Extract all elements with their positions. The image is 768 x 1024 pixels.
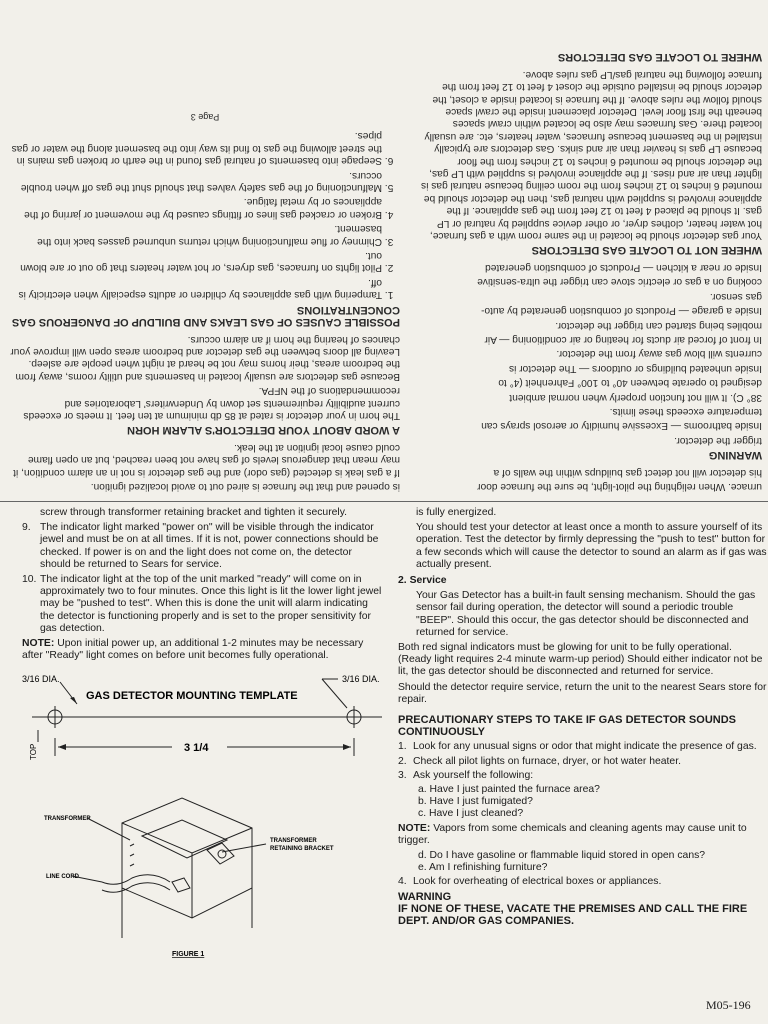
- item-number: 9.: [22, 522, 31, 534]
- causes-list: [10, 129, 400, 300]
- paragraph: You should test your detector at least once a month to assure yourself of its operation. Test the detector by firmly depressing the "push to test" button for a few seconds which will cause the detector to sound an alarm as if gas was actually present.: [416, 522, 767, 570]
- service-label: Service: [409, 575, 447, 587]
- step-item: [398, 741, 768, 753]
- note: [398, 823, 768, 847]
- paragraph: Inside or near a kitchen — Products of combustion generated: [485, 261, 762, 273]
- item-text: The indicator light at the top of the unit marked "ready" will come on in approximately two to four minutes. Once this light is lit the lower light jewel may be "pushed to test". When this is done the unit will alarm indicating the detector is functioning properly and is set to the proper sensitivity for gas detection.: [40, 574, 382, 634]
- paragraph: gas sensor.: [709, 290, 762, 302]
- paragraph: is opened and that the furnace is aired out to avoid localized ignition.: [90, 481, 400, 492]
- transformer-label: TRANSFORMER: [44, 816, 91, 823]
- paragraph: Should the detector require service, return the unit to the nearest Sears store for repair.: [398, 681, 767, 705]
- note-label: NOTE:: [22, 638, 55, 650]
- list-item: 6. Seepage into basements of natural gas found in the earth or broken gas mains in the street allowing the gas to find its way into the basement along the water or gas pipes.: [10, 129, 382, 166]
- fold-line: [0, 501, 768, 502]
- paragraph: Inside a garage — Products of combustion generated by auto-: [481, 305, 762, 317]
- paragraph: Because gas detectors are usually located in basements and utility rooms, away from the bedroom areas, their horns may not be heard at night when people are asleep. Leaving all doors between the gas detector and bedroom areas open will improve your chances of hearing the horn if an alarm occurs.: [10, 333, 400, 382]
- paragraph: is fully energized.: [416, 507, 497, 518]
- section-heading: A WORD ABOUT YOUR DETECTOR'S ALARM HORN: [127, 424, 400, 437]
- list-item: 2. Pilot lights on furnaces, gas dryers, or hot water heaters that go out or are blown out.: [10, 249, 382, 274]
- paragraph: trigger the detector.: [674, 434, 762, 446]
- step-number: 2.: [398, 755, 407, 767]
- document-code: M05-196: [706, 998, 751, 1012]
- line-cord-label: LINE CORD: [46, 874, 79, 881]
- item-text: The indicator light marked "power on" will be visible through the indicator jewel and must be on at all times. If it is not, power connections should be checked. If power is on and the light does not come on, the detector should be returned to Sears for service.: [40, 522, 379, 570]
- paragraph: Both red signal indicators must be glowing for unit to be fully operational. (Ready light requires 2-4 minute warm-up period) Should either indicator not be lit, the gas detector should be disconnected and returned for service.: [398, 642, 763, 678]
- step-item: [398, 756, 768, 768]
- step-text: Look for any unusual signs or odor that might indicate the presence of gas.: [413, 741, 757, 753]
- step-item: [398, 876, 768, 888]
- step-item: [398, 770, 768, 782]
- figure-1-diagram: [22, 778, 384, 960]
- instruction-item: [22, 574, 384, 635]
- bracket-label-1: TRANSFORMER: [270, 838, 317, 845]
- paragraph: his detector will not detect gas buildups within the walls of a: [493, 466, 762, 478]
- list-item: 1. Tampering with gas appliances by children or adults especially when electricity is off.: [10, 276, 382, 301]
- paragraph: temperature exceeds these limits.: [609, 405, 762, 417]
- item-number: 10.: [22, 574, 37, 586]
- section-heading: WHERE TO LOCATE GAS DETECTORS: [557, 51, 762, 64]
- paragraph: urnace. When relighting the pilot-light, be sure the furnace door: [477, 481, 762, 492]
- paragraph: Inside unheated buildings or outdoors — The detector is: [509, 362, 762, 374]
- list-item: 5. Malfunctioning of the gas safety valves that should shut the gas off when trouble occurs.: [10, 168, 382, 193]
- list-item: 3. Chimney or flue malfunctioning which returns unburned gasses back into the basement.: [10, 222, 382, 247]
- paragraph: mobiles being started can trigger the detector.: [555, 319, 762, 331]
- paragraph: Inside bathrooms — Excessive humidity or aerosol sprays can: [481, 420, 762, 432]
- sub-question: a. Have I just painted the furnace area?: [418, 784, 600, 796]
- left-column: [22, 507, 384, 960]
- sub-question: c. Have I just cleaned?: [418, 808, 524, 820]
- mounting-template: [22, 668, 384, 778]
- section-heading: PRECAUTIONARY STEPS TO TAKE IF GAS DETECTOR SOUNDS CONTINUOUSLY: [398, 714, 736, 739]
- section-heading: POSSIBLE CAUSES OF GAS LEAKS AND BUILDUP OF DANGEROUS GAS CONCENTRATIONS: [11, 303, 400, 329]
- right-column: [398, 507, 768, 927]
- paragraph: 38° C). It will not function properly when normal ambient: [509, 391, 762, 403]
- dia-right-label: 3/16 DIA.: [342, 674, 380, 685]
- step-number: 4.: [398, 876, 407, 888]
- paragraph: If a gas leak is detected (gas odor) and the gas detector is not in an alarm condition, it may mean that dangerous levels of gas have not been reached, but an open flame could cause local ignition at the leak.: [13, 441, 400, 478]
- page-label: Page 3: [190, 112, 220, 123]
- paragraph: Your gas detector should be located in the same room with a gas furnace, hot water heater, clothes dryer, or other device supplied by natural or LP gas. It should be placed 4 feet to 12 feet from the gas appliance. If the appliance involved is supplied with natural gas, then the detector should be mounted 6 inches to 12 inches from the room ceiling because natural gas is lighter than air and rises. If the appliance involved is supplied with LP gas, the detector should be mounted 6 inches to 12 inches from the floor because LP gas is heavier than air and sinks. Gas detectors are typically installed in the basement because furnaces, water heaters, etc. are usually located there. Gas furnaces may also be located within crawl spaces beneath the first floor level. Detector placement inside the crawl space should follow the rules above. If the furnace is located inside a closet, the detector should be installed outside the closet 4 feet to 12 feet from the furnace following the natural gas/LP gas rules above.: [421, 68, 762, 242]
- step-text: Ask yourself the following:: [413, 769, 534, 781]
- paragraph: currents will blow gas away from the detector.: [556, 348, 762, 360]
- inverted-section-right: [412, 0, 768, 500]
- note-text: Vapors from some chemicals and cleaning agents may cause unit to trigger.: [398, 822, 747, 846]
- paragraph: The horn in your detector is rated at 85 db minimum at ten feet. It meets or exceeds current audibility requirements set down by Underwriters' Laboratories and recommendations of the NFPA.: [23, 385, 400, 421]
- dia-left-label: 3/16 DIA.: [22, 674, 60, 685]
- note: [22, 638, 384, 662]
- paragraph: In front of forced air ducts for heating or air conditioning — Air: [484, 333, 762, 345]
- sub-question: b. Have I just fumigated?: [418, 796, 533, 808]
- service-heading: [398, 575, 768, 587]
- sub-question: e. Am I refinishing furniture?: [418, 862, 548, 874]
- note-label: NOTE:: [398, 822, 431, 834]
- transformer-drawing: [102, 798, 252, 938]
- paragraph: Your Gas Detector has a built-in fault sensing mechanism. Should the gas sensor fail during operation, the detector will sound a periodic trouble "BEEP". Should this occur, the gas detector should be disconnected and returned for service.: [416, 590, 756, 638]
- figure-caption: FIGURE 1: [172, 951, 205, 959]
- paragraph: screw through transformer retaining bracket and tighten it securely.: [40, 507, 348, 518]
- paragraph: cooking on a gas or electric stove can trigger the ultra-sensitive: [477, 276, 762, 288]
- warning-label: WARNING: [398, 890, 452, 903]
- dimension-label: 3 1/4: [184, 742, 209, 755]
- note-text: Upon initial power up, an additional 1-2 minutes may be necessary after "Ready" light comes on before unit becomes fully operational.: [22, 638, 364, 662]
- instruction-item: [22, 522, 384, 571]
- section-heading: WARNING: [708, 449, 762, 462]
- list-item: 4. Broken or cracked gas lines or fittings caused by the movement or jarring of the appliances or by metal fatigue.: [10, 195, 382, 220]
- step-number: 1.: [398, 741, 407, 753]
- step-text: Check all pilot lights on furnace, dryer, or hot water heater.: [413, 755, 681, 767]
- service-number: 2.: [398, 575, 407, 587]
- inverted-section-left: [0, 0, 412, 500]
- warning-text: IF NONE OF THESE, VACATE THE PREMISES AND CALL THE FIRE DEPT. AND/OR GAS COMPANIES.: [398, 902, 748, 928]
- section-heading: WHERE NOT TO LOCATE GAS DETECTORS: [531, 244, 762, 257]
- top-label: TOP: [29, 744, 38, 761]
- template-title: GAS DETECTOR MOUNTING TEMPLATE: [86, 690, 298, 703]
- bracket-label-2: RETAINING BRACKET: [270, 846, 334, 853]
- sub-question: d. Do I have gasoline or flammable liquid stored in open cans?: [418, 850, 706, 862]
- step-number: 3.: [398, 769, 407, 781]
- step-text: Look for overheating of electrical boxes or appliances.: [413, 876, 662, 888]
- paragraph: designed to operate between 40° to 100° Fahrenheit (4° to: [498, 377, 762, 389]
